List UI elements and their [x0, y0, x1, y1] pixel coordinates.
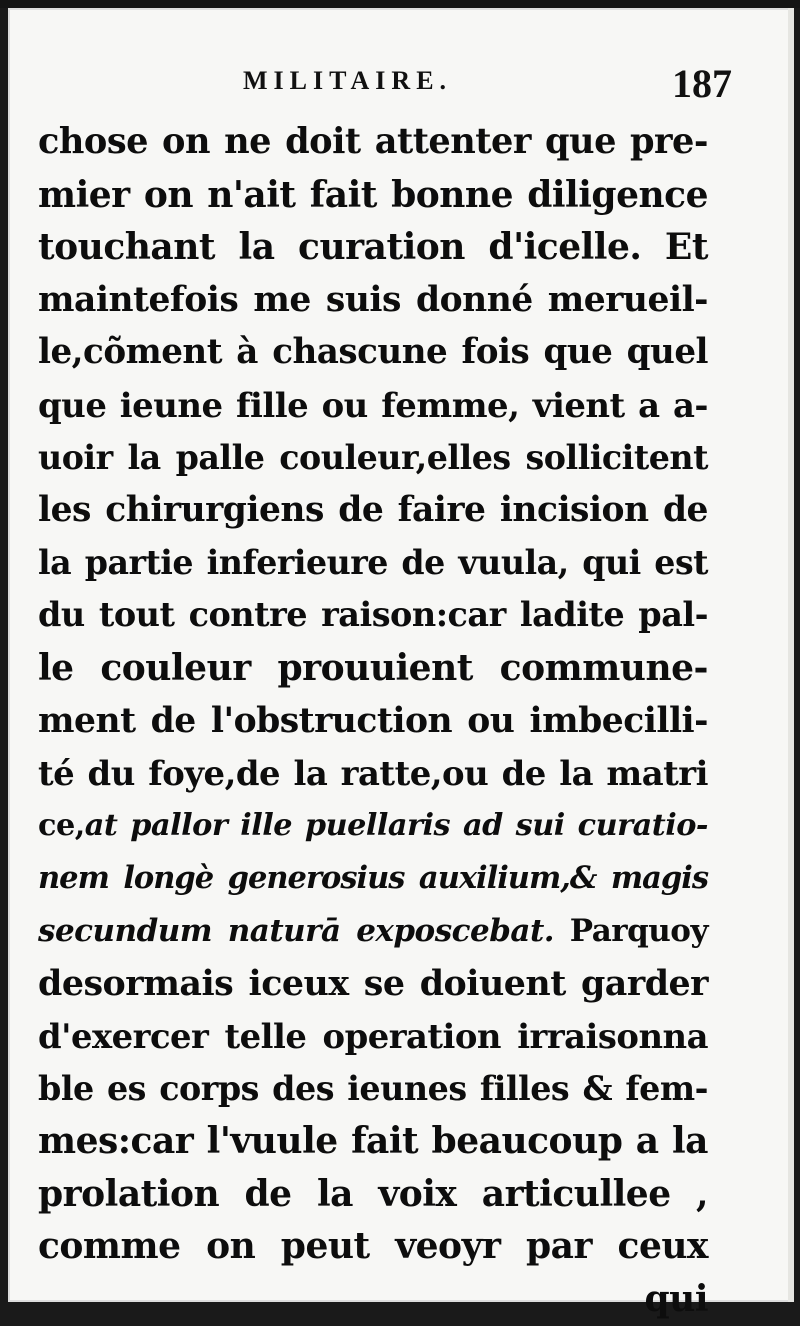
- text-line: prolation de la voix articullee ,: [38, 1172, 708, 1215]
- roman-text: ce,: [38, 807, 85, 843]
- text-line: ment de l'obstruction ou imbecilli-: [38, 700, 708, 741]
- page-header: [8, 60, 794, 120]
- text-line: d'exercer telle operation irraisonna: [38, 1016, 708, 1057]
- text-line: desormais iceux se doiuent garder: [38, 962, 708, 1004]
- scan-top-border: [0, 0, 800, 8]
- catchword: qui: [644, 1278, 708, 1321]
- text-line: touchant la curation d'icelle. Et: [38, 226, 708, 269]
- text-line: comme on peut veoyr par ceux: [38, 1225, 708, 1268]
- italic-latin-text: secundum naturā exposcebat.: [38, 912, 555, 949]
- text-line: chose on ne doit attenter que pre-: [38, 121, 708, 162]
- book-page: [8, 8, 794, 1321]
- text-line: que ieune fille ou femme, vient a a-: [38, 384, 708, 425]
- page-number: 187: [672, 61, 732, 106]
- text-line: les chirurgiens de faire incision de: [38, 490, 708, 531]
- text-line-mixed: [38, 800, 708, 853]
- text-line-mixed: [38, 905, 708, 958]
- text-line: du tout contre raison:car ladite pal-: [38, 595, 708, 635]
- text-line: la partie inferieure de vuula, qui est: [38, 542, 708, 582]
- text-line: uoir la palle couleur,elles sollicitent: [38, 437, 708, 477]
- running-head: MILITAIRE.: [243, 66, 453, 95]
- page-edge: [788, 8, 794, 1302]
- text-line: ble es corps des ieunes filles & fem-: [38, 1068, 708, 1108]
- body-text: [38, 116, 708, 1326]
- text-line: mier on n'ait fait bonne diligence: [38, 173, 708, 216]
- text-line: le,cõment à chascune fois que quel: [38, 332, 708, 373]
- italic-latin-text: at pallor ille puellaris ad sui curatio-: [84, 807, 708, 843]
- text-line: mes:car l'vuule fait beaucoup a la: [38, 1120, 708, 1163]
- text-line: maintefois me suis donné merueil-: [38, 279, 708, 320]
- italic-latin-line: nem longè generosius auxilium,& magis: [38, 860, 708, 897]
- roman-text: Parquoy: [554, 912, 708, 949]
- text-line: le couleur prouuient commune-: [38, 646, 708, 689]
- text-line: té du foye,de la ratte,ou de la matri: [38, 753, 708, 794]
